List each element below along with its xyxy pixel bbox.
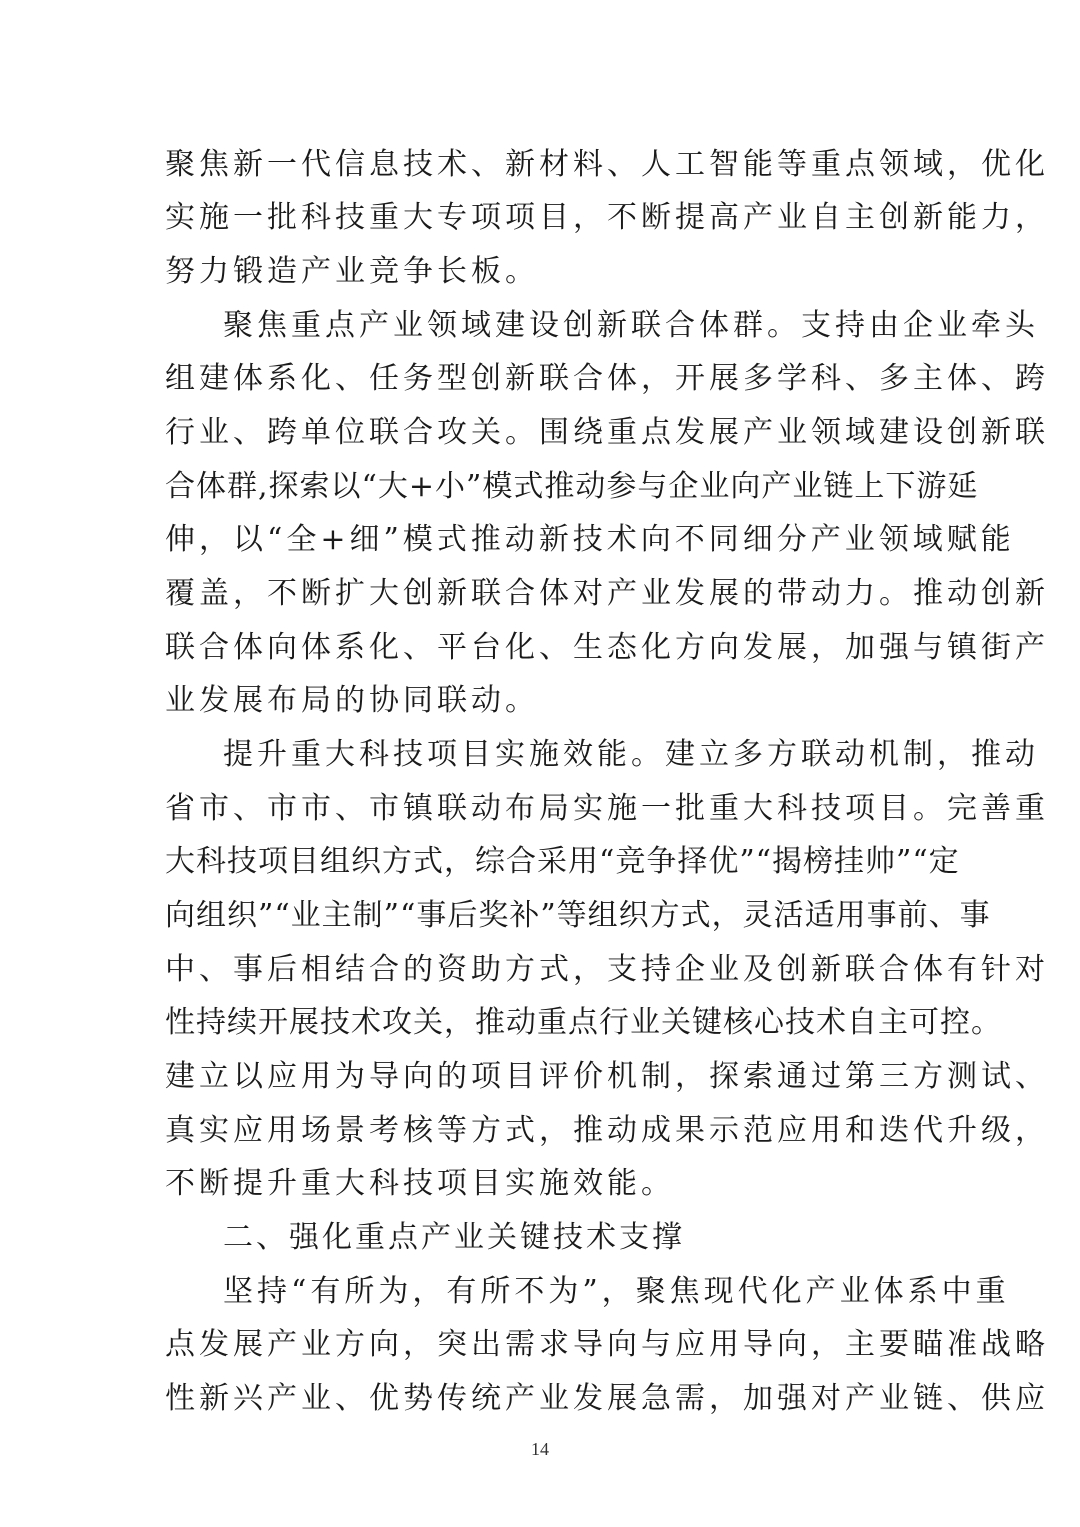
paragraph-3-line-3: 大科技项目组织方式，综合采用“竞争择优”“揭榜挂帅”“定 [165,844,960,879]
paragraph-2-line-4: 合体群,探索以“大+小”模式推动参与企业向产业链上下游延 [165,469,979,504]
paragraph-2-line-2: 组建体系化、任务型创新联合体，开展多学科、多主体、跨 [165,361,1049,396]
paragraph-4-line-1: 坚持“有所为，有所不为”，聚焦现代化产业体系中重 [223,1274,1010,1309]
paragraph-3-line-1: 提升重大科技项目实施效能。建立多方联动机制，推动 [223,737,1039,772]
paragraph-3-line-5: 中、事后相结合的资助方式，支持企业及创新联合体有针对 [165,952,1049,987]
paragraph-3-line-4: 向组织”“业主制”“事后奖补”等组织方式，灵活适用事前、事 [165,898,991,933]
paragraph-2-line-3: 行业、跨单位联合攻关。围绕重点发展产业领域建设创新联 [165,415,1049,450]
paragraph-3-line-8: 真实应用场景考核等方式，推动成果示范应用和迭代升级， [165,1113,1049,1148]
paragraph-3-line-9: 不断提升重大科技项目实施效能。 [165,1166,675,1201]
paragraph-1-line-3: 努力锻造产业竞争长板。 [165,254,539,289]
paragraph-2-line-1: 聚焦重点产业领域建设创新联合体群。支持由企业牵头 [223,308,1039,343]
paragraph-3-line-6: 性持续开展技术攻关，推动重点行业关键核心技术自主可控。 [165,1005,1002,1040]
paragraph-2-line-7: 联合体向体系化、平台化、生态化方向发展，加强与镇街产 [165,630,1049,665]
section-heading: 二、强化重点产业关键技术支撑 [223,1220,685,1255]
paragraph-2-line-6: 覆盖，不断扩大创新联合体对产业发展的带动力。推动创新 [165,576,1049,611]
paragraph-1-line-1: 聚焦新一代信息技术、新材料、人工智能等重点领域，优化 [165,147,1049,182]
page-number: 14 [531,1439,549,1459]
paragraph-4-line-2: 点发展产业方向，突出需求导向与应用导向，主要瞄准战略 [165,1327,1049,1362]
paragraph-2-line-5: 伸，以“全+细”模式推动新技术向不同细分产业领域赋能 [165,522,1015,557]
paragraph-3-line-2: 省市、市市、市镇联动布局实施一批重大科技项目。完善重 [165,791,1049,826]
paragraph-1-line-2: 实施一批科技重大专项项目，不断提高产业自主创新能力， [165,200,1049,235]
paragraph-3-line-7: 建立以应用为导向的项目评价机制，探索通过第三方测试、 [165,1059,1049,1094]
paragraph-4-line-3: 性新兴产业、优势传统产业发展急需，加强对产业链、供应 [165,1381,1049,1416]
paragraph-2-line-8: 业发展布局的协同联动。 [165,683,539,718]
